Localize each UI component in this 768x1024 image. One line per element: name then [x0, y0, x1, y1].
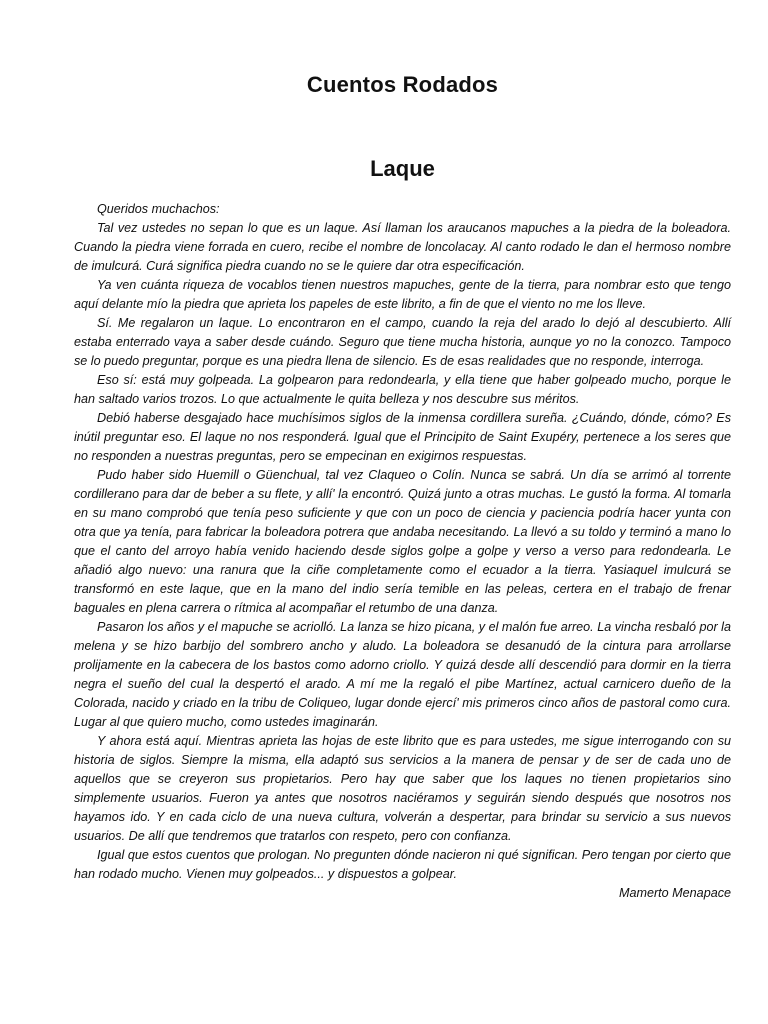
paragraph-3: Sí. Me regalaron un laque. Lo encontraron en el campo, cuando la reja del arado lo dejó al descubierto. Allí estaba enterrado vaya a saber desde cuándo. Seguro que tiene mucha historia, aunque yo no la conozco. Tampoco se lo puedo preguntar, porque es una piedra llena de silencio. Es de esas realidades que no responde, interroga. — [74, 316, 731, 368]
paragraph-7: Pasaron los años y el mapuche se acriolló. La lanza se hizo picana, y el malón fue arreo. La vincha resbaló por la melena y se hizo barbijo del sombrero ancho y aludo. La boleadora se desanudó de la cintura para arrollarse prolijamente en la cabecera de los bastos como adorno criollo. Y quizá desde allí descendió para dormir en la tierra negra el sueño del cual la despertó el arado. A mí me la regaló el pibe Martínez, actual carnicero dueño de la Colorada, nacido y criado en la tribu de Coliqueo, lugar donde ejercí' mis primeros cinco años de pastoral como cura. Lugar al que quiero mucho, como ustedes imaginarán. — [74, 620, 731, 729]
paragraph-1: Tal vez ustedes no sepan lo que es un laque. Así llaman los araucanos mapuches a la piedra de la boleadora. Cuando la piedra viene forrada en cuero, recibe el nombre de loncolacay. Al canto rodado le dan el hermoso nombre de imulcurá. Curá significa piedra cuando no se le quiere dar otra especificación. — [74, 221, 731, 273]
paragraph-2: Ya ven cuánta riqueza de vocablos tienen nuestros mapuches, gente de la tierra, para nombrar esto que tengo aquí delante mío la piedra que aprieta los papeles de este librito, a fin de que el viento no me los lleve. — [74, 278, 731, 311]
paragraph-8: Y ahora está aquí. Mientras aprieta las hojas de este librito que es para ustedes, me sigue interrogando con su historia de siglos. Siempre la misma, ella adaptó sus servicios a la manera de pensar y de ser de cada uno de aquellos que se creyeron sus propietarios. Pero hay que saber que los laques no tienen propietarios sino simplemente usuarios. Fueron ya antes que nosotros naciéramos y seguirán siendo después que nosotros nos hayamos ido. Y en cada ciclo de una nueva cultura, volverán a despertar, para brindar su servicio a sus nuevos usuarios. De allí que tendremos que tratarlos con respeto, pero con confianza. — [74, 734, 731, 843]
story-body — [74, 200, 731, 903]
story-title: Laque — [370, 156, 435, 181]
book-title: Cuentos Rodados — [306, 72, 499, 97]
paragraph-5: Debió haberse desgajado hace muchísimos siglos de la inmensa cordillera sureña. ¿Cuándo, dónde, cómo? Es inútil preguntar eso. El laque no nos responderá. Igual que el Principito de Saint Exupéry, pertenece a los seres que no responden a nuestras preguntas, pero se empecinan en exigirnos respuestas. — [74, 411, 731, 463]
salutation: Queridos muchachos: — [97, 202, 220, 216]
paragraph-4: Eso sí: está muy golpeada. La golpearon para redondearla, y ella tiene que haber golpeado mucho, porque le han saltado varios trozos. Lo que actualmente le quita belleza y nos descubre sus méritos. — [74, 373, 731, 406]
paragraph-9: Igual que estos cuentos que prologan. No pregunten dónde nacieron ni qué significan. Pero tengan por cierto que han rodado mucho. Vienen muy golpeados... y dispuestos a golpear. — [74, 848, 731, 881]
author-signature: Mamerto Menapace — [619, 886, 731, 900]
paragraph-6: Pudo haber sido Huemill o Güenchual, tal vez Claqueo o Colín. Nunca se sabrá. Un día se arrimó al torrente cordillerano para dar de beber a su flete, y allí' la encontró. Quizá junto a otras muchas. Le gustó la forma. Al tomarla en su mano comprobó que tenía peso suficiente y que con un poco de ciencia y paciencia podría hacer yunta con otra que ya tenía, para fabricar la boleadora potrera que andaba necesitando. La llevó a su toldo y terminó a mano lo que el canto del arroyo había venido haciendo desde siglos golpe a golpe y verso a verso para redondearla. Le añadió algo nuevo: una ranura que la ciñe completamente como el ecuador a la tierra. Yasiaquel imulcurá se transformó en este laque, que en la mano del indio sería temible en las peleas, certera en el trabajo de frenar baguales en plena carrera o rítmica al acompañar el retumbo de una danza. — [74, 468, 731, 615]
